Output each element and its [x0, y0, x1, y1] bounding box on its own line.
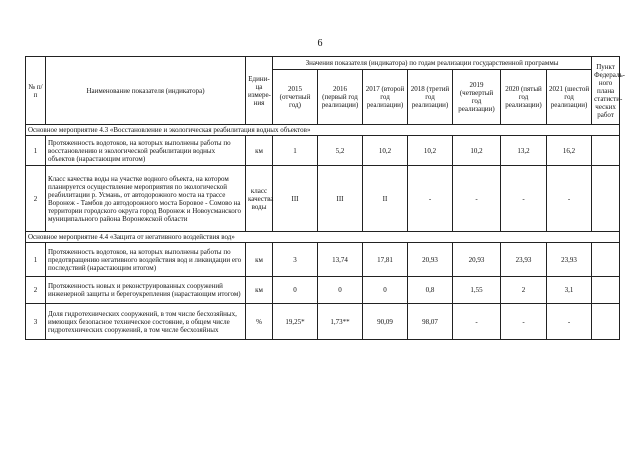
header-year: 2019 (четвертый год реализации): [453, 70, 501, 125]
row-value: -: [453, 304, 501, 340]
row-name: Протяженность водотоков, на которых выполнены работы по восстановлению и экологической реабилитации водных объектов (нарастающим итогом): [46, 136, 246, 166]
row-value: 19,25*: [273, 304, 318, 340]
page-number: 6: [317, 38, 323, 49]
row-value: 0: [273, 277, 318, 304]
row-num: 2: [26, 277, 46, 304]
row-value: -: [547, 304, 592, 340]
header-federal-plan: Пункт Федераль-ного плана статисти-ческих работ: [592, 57, 620, 125]
row-name: Протяженность новых и реконструированных сооружений инженерной защиты и берегоукрепления (нарастающим итогом): [46, 277, 246, 304]
row-value: 20,93: [408, 243, 453, 277]
row-value: II: [363, 166, 408, 232]
row-plan: [592, 304, 620, 340]
row-unit: км: [246, 277, 273, 304]
row-value: 0,8: [408, 277, 453, 304]
row-name: Класс качества воды на участке водного объекта, на котором планируется осуществление мероприятия по экологической реабилитации р. Усмань, от автодорожного моста на трассе Воронеж - Тамбов до автодорожного моста Боровое - Сомово на территории городского округа город Воронеж и Новоусманского муниципального района Воронежской области: [46, 166, 246, 232]
header-year: 2018 (третий год реализации): [408, 70, 453, 125]
row-value: 98,07: [408, 304, 453, 340]
row-value: III: [318, 166, 363, 232]
row-value: III: [273, 166, 318, 232]
row-unit: км: [246, 243, 273, 277]
row-value: -: [408, 166, 453, 232]
row-unit: %: [246, 304, 273, 340]
row-value: -: [501, 304, 547, 340]
header-values-group: Значения показателя (индикатора) по годам реализации государственной программы: [273, 57, 592, 70]
row-value: 23,93: [501, 243, 547, 277]
header-num: № п/п: [26, 57, 46, 125]
row-plan: [592, 166, 620, 232]
row-plan: [592, 136, 620, 166]
row-value: 20,93: [453, 243, 501, 277]
header-year: 2021 (шестой год реализации): [547, 70, 592, 125]
row-value: 10,2: [363, 136, 408, 166]
row-value: 1,73**: [318, 304, 363, 340]
row-value: 3: [273, 243, 318, 277]
row-value: 1,55: [453, 277, 501, 304]
header-year: 2016 (первый год реализации): [318, 70, 363, 125]
row-value: -: [453, 166, 501, 232]
row-plan: [592, 243, 620, 277]
row-value: -: [501, 166, 547, 232]
header-unit: Едини-ца измере-ния: [246, 57, 273, 125]
table-row: [26, 277, 620, 304]
row-value: 23,93: [547, 243, 592, 277]
row-value: 17,81: [363, 243, 408, 277]
table-row: [26, 136, 620, 166]
row-value: 10,2: [453, 136, 501, 166]
row-unit: км: [246, 136, 273, 166]
row-value: 5,2: [318, 136, 363, 166]
header-year: 2017 (второй год реализации): [363, 70, 408, 125]
section-title: Основное мероприятие 4.4 «Защита от негативного воздействия вод»: [26, 232, 620, 243]
row-num: 1: [26, 136, 46, 166]
row-unit: класс качества воды: [246, 166, 273, 232]
row-value: 3,1: [547, 277, 592, 304]
indicators-table: [25, 56, 625, 340]
table-row: [26, 243, 620, 277]
row-value: 90,09: [363, 304, 408, 340]
table-row: [26, 166, 620, 232]
row-value: 16,2: [547, 136, 592, 166]
row-num: 3: [26, 304, 46, 340]
header-year: 2015 (отчетный год): [273, 70, 318, 125]
section-title: Основное мероприятие 4.3 «Восстановление и экологическая реабилитация водных объектов»: [26, 125, 620, 136]
row-num: 2: [26, 166, 46, 232]
row-value: 1: [273, 136, 318, 166]
row-num: 1: [26, 243, 46, 277]
row-value: 0: [318, 277, 363, 304]
header-indicator: Наименование показателя (индикатора): [46, 57, 246, 125]
row-plan: [592, 277, 620, 304]
row-value: 0: [363, 277, 408, 304]
row-value: 10,2: [408, 136, 453, 166]
row-value: -: [547, 166, 592, 232]
row-value: 13,74: [318, 243, 363, 277]
row-name: Протяженность водотоков, на которых выполнены работы по предотвращению негативного воздействия вод и ликвидации его последствий (нарастающим итогом): [46, 243, 246, 277]
row-value: 13,2: [501, 136, 547, 166]
row-name: Доля гидротехнических сооружений, в том числе бесхозяйных, имеющих безопасное техническое состояние, в общем числе гидротехнических сооружений, в том числе бесхозяйных: [46, 304, 246, 340]
row-value: 2: [501, 277, 547, 304]
table-row: [26, 304, 620, 340]
header-year: 2020 (пятый год реализации): [501, 70, 547, 125]
